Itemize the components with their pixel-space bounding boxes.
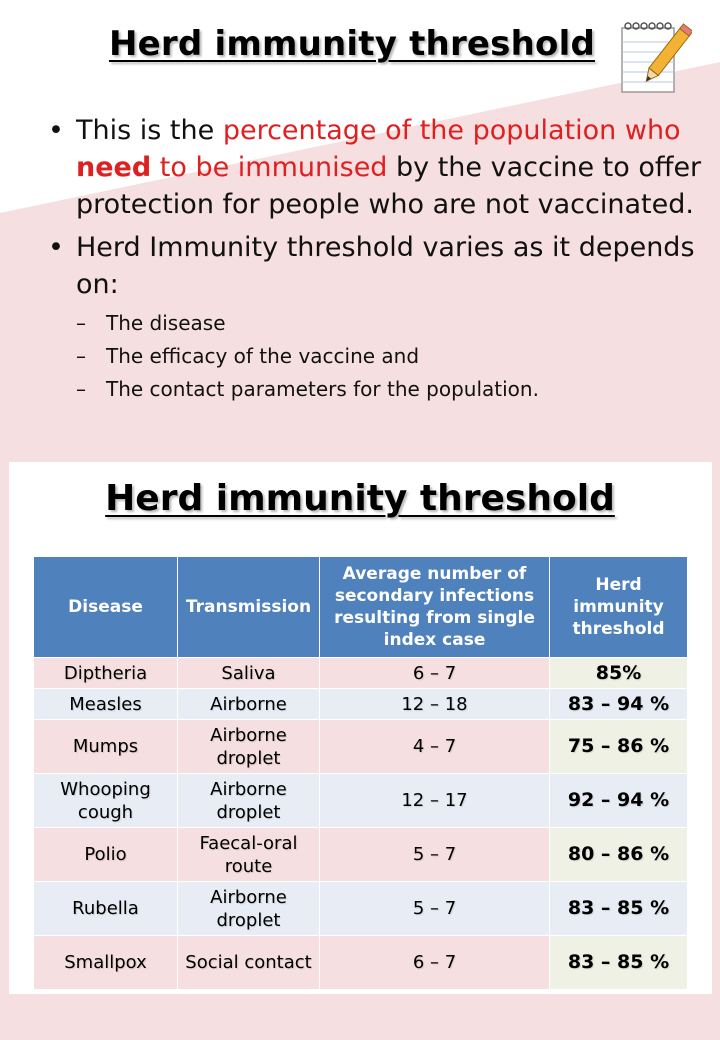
- cell-secondary: 5 – 7: [320, 828, 550, 882]
- cell-secondary: 6 – 7: [320, 658, 550, 689]
- table-row: [34, 689, 688, 720]
- sub-item-text: The contact parameters for the population.: [106, 377, 539, 401]
- dash-symbol: –: [76, 377, 86, 401]
- cell-disease: Measles: [34, 689, 178, 720]
- cell-secondary: 5 – 7: [320, 882, 550, 936]
- cell-transmission: Airborne droplet: [178, 774, 320, 828]
- sub-item: [76, 307, 708, 340]
- highlight-text: to be immunised: [151, 152, 388, 183]
- sub-item-text: The efficacy of the vaccine and: [106, 344, 420, 368]
- table-row: [34, 936, 688, 990]
- bullet-symbol: •: [48, 115, 64, 146]
- header-herd-threshold: Herd immunity threshold: [550, 557, 688, 658]
- slide-1: [0, 0, 720, 462]
- sub-list: [76, 307, 708, 406]
- cell-disease: Diptheria: [34, 658, 178, 689]
- cell-secondary: 6 – 7: [320, 936, 550, 990]
- bullet-symbol: •: [48, 232, 64, 263]
- cell-transmission: Faecal-oral route: [178, 828, 320, 882]
- cell-threshold: 92 – 94 %: [550, 774, 688, 828]
- cell-threshold: 85%: [550, 658, 688, 689]
- cell-transmission: Airborne: [178, 689, 320, 720]
- cell-threshold: 83 – 85 %: [550, 882, 688, 936]
- slide-1-title: Herd immunity threshold: [109, 24, 595, 64]
- table-header-row: [34, 557, 688, 658]
- header-secondary-infections: Average number of secondary infections resulting from single index case: [320, 557, 550, 658]
- table-row: [34, 774, 688, 828]
- table-row: [34, 720, 688, 774]
- cell-disease: Polio: [34, 828, 178, 882]
- cell-transmission: Airborne droplet: [178, 882, 320, 936]
- dash-symbol: –: [76, 311, 86, 335]
- sub-item: [76, 373, 708, 406]
- bullet-item-definition: [48, 112, 708, 223]
- bullet-text: Herd Immunity threshold varies as it depends on:: [76, 232, 695, 300]
- cell-threshold: 80 – 86 %: [550, 828, 688, 882]
- bullet-item-varies: [48, 229, 708, 406]
- header-disease: Disease: [34, 557, 178, 658]
- table-row: [34, 658, 688, 689]
- cell-threshold: 83 – 94 %: [550, 689, 688, 720]
- cell-transmission: Airborne droplet: [178, 720, 320, 774]
- header-transmission: Transmission: [178, 557, 320, 658]
- table-row: [34, 828, 688, 882]
- cell-disease: Whooping cough: [34, 774, 178, 828]
- slide-2-title: Herd immunity threshold: [105, 478, 615, 519]
- cell-threshold: 83 – 85 %: [550, 936, 688, 990]
- bullet-text: by the vaccine to offer protection for people who are not vaccinated.: [76, 152, 702, 220]
- cell-secondary: 4 – 7: [320, 720, 550, 774]
- dash-symbol: –: [76, 344, 86, 368]
- sub-item-text: The disease: [106, 311, 226, 335]
- sub-item: [76, 340, 708, 373]
- cell-disease: Smallpox: [34, 936, 178, 990]
- bullet-list: [48, 112, 708, 406]
- highlight-bold-text: need: [76, 152, 152, 183]
- cell-disease: Rubella: [34, 882, 178, 936]
- cell-secondary: 12 – 18: [320, 689, 550, 720]
- cell-transmission: Social contact: [178, 936, 320, 990]
- cell-transmission: Saliva: [178, 658, 320, 689]
- pink-margin-right: [712, 462, 720, 994]
- highlight-text: percentage of the population who: [222, 115, 681, 146]
- bullet-text: This is the: [76, 115, 223, 146]
- pink-margin-bottom: [0, 994, 720, 1040]
- cell-threshold: 75 – 86 %: [550, 720, 688, 774]
- herd-immunity-table: [33, 556, 688, 990]
- cell-secondary: 12 – 17: [320, 774, 550, 828]
- table-row: [34, 882, 688, 936]
- cell-disease: Mumps: [34, 720, 178, 774]
- notepad-pencil-icon: [616, 16, 692, 98]
- pink-margin-left: [0, 462, 9, 994]
